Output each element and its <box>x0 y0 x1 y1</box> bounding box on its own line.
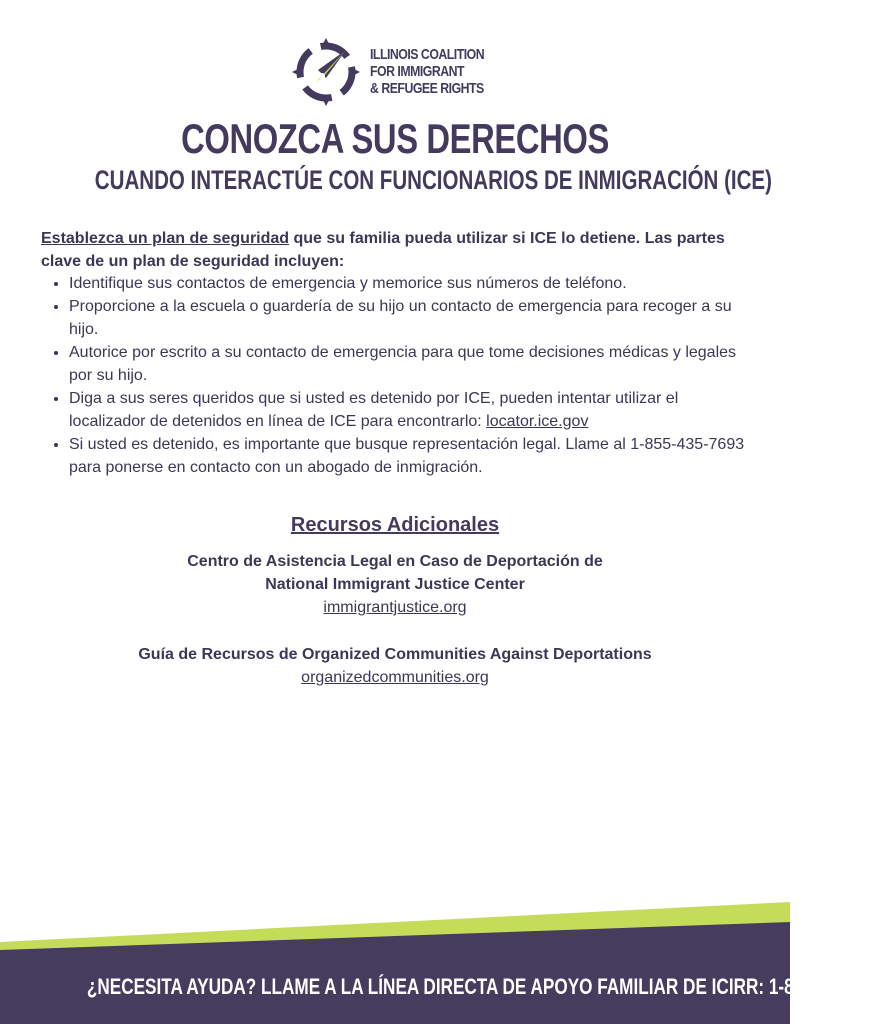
list-item-text: Diga a sus seres queridos que si usted es detenido por ICE, pueden intentar utilizar el localizador de detenidos en línea de ICE para encontrarlo: <box>69 390 679 430</box>
page-subtitle: CUANDO INTERACTÚE CON FUNCIONARIOS DE INMIGRACIÓN (ICE) <box>94 165 772 195</box>
list-item: • Autorice por escrito a su contacto de emergencia para que tome decisiones médicas y legales por su hijo. <box>69 341 756 387</box>
resource-name: Centro de Asistencia Legal en Caso de Deportación de <box>187 553 603 570</box>
helpline-text: ¿NECESITA AYUDA? LLAME A LA LÍNEA DIRECTA DE APOYO FAMILIAR DE ICIRR: 1-855-435-7693 <box>86 974 891 999</box>
org-name-line: FOR IMMIGRANT <box>370 63 465 80</box>
resource-name: National Immigrant Justice Center <box>265 576 525 593</box>
resource-nijc <box>0 550 790 619</box>
org-name-line: & REFUGEE RIGHTS <box>370 80 484 97</box>
list-item: • Identifique sus contactos de emergencia y memorice sus números de teléfono. <box>69 272 756 295</box>
list-item: • Proporcione a la escuela o guardería de su hijo un contacto de emergencia para recoger a su hijo. <box>69 295 756 341</box>
resource-ocad <box>0 643 790 689</box>
locator-link[interactable]: locator.ice.gov <box>486 413 589 430</box>
org-name-line: ILLINOIS COALITION <box>370 46 485 63</box>
page-title: CONOZCA SUS DERECHOS <box>181 115 609 162</box>
resources-heading: Recursos Adicionales <box>290 514 500 536</box>
intro-paragraph <box>41 227 753 273</box>
immigrantjustice-link[interactable]: immigrantjustice.org <box>323 599 467 616</box>
compass-icon <box>288 34 364 110</box>
intro-text: que su familia pueda utilizar si ICE lo detiene. Las partes clave de un plan de seguridad incluyen: <box>41 230 725 270</box>
icirr-logo <box>288 34 518 110</box>
footer-band <box>0 898 891 1024</box>
list-item: • Si usted es detenido, es importante que busque representación legal. Llame al 1-855-435-7693 para ponerse en contacto con un abogado de inmigración. <box>69 433 756 479</box>
safety-plan-link[interactable]: Establezca un plan de seguridad <box>41 230 290 247</box>
resource-name: Guía de Recursos de Organized Communities Against Deportations <box>138 646 652 663</box>
safety-plan-list <box>41 272 756 479</box>
org-name <box>370 46 484 97</box>
organizedcommunities-link[interactable]: organizedcommunities.org <box>301 669 489 686</box>
list-item <box>69 387 756 433</box>
